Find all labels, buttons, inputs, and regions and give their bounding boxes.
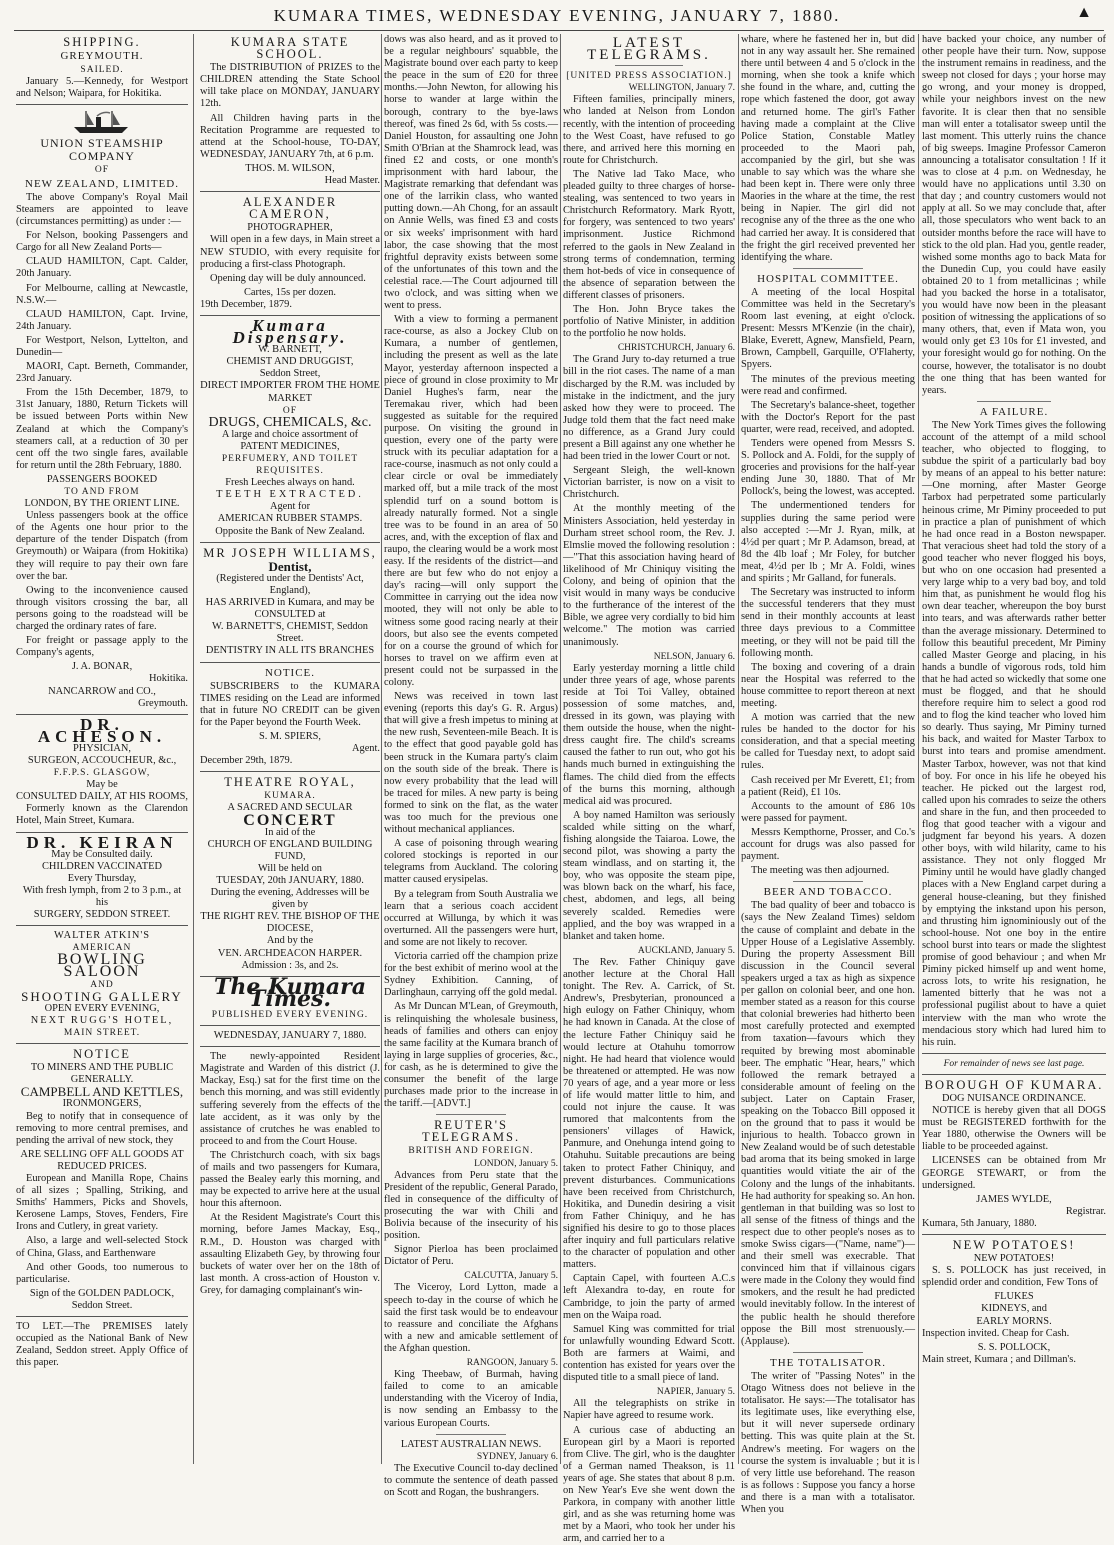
teeth-extracted: TEETH EXTRACTED. <box>200 489 380 501</box>
potatoes-text: S. S. POLLOCK has just received, in splendid order and condition, Few Tons of <box>922 1265 1106 1289</box>
dateline: RANGOON, January 5. <box>384 1357 558 1369</box>
dispensary-line: W. BARNETT, <box>200 344 380 356</box>
news-text: Early yesterday morning a little child under three years of age, whose parents reside at Toi Toi Valley, obtained possession of some matches, and, dressed in its gown, was playing with them outside the house, when the night-dress caught fire. The child's screams caused the father to run out, who got his hands much burned in extinguishing the flames. The child died from the effects of the burns this morning, although medical aid was procured. <box>563 663 735 808</box>
borough-text: LICENSES can be obtained from Mr GEORGE STEWART, or from the undersigned. <box>922 1155 1106 1191</box>
orient-line: LONDON, BY THE ORIENT LINE. <box>16 498 188 510</box>
keiran-heading: DR. KEIRAN <box>16 837 188 849</box>
theatre-line: KUMARA. <box>200 790 380 802</box>
williams-heading: MR JOSEPH WILLIAMS, <box>200 547 380 559</box>
news-text: Samuel King was committed for trial for unlawfully wounding Edward Scott. Both are farmers at Waimi, and contention has existed for years over the disputed title to a small piece of land. <box>563 1324 735 1384</box>
theatre-line: TUESDAY, 20th JANUARY, 1880. <box>200 875 380 887</box>
dateline: LONDON, January 5. <box>384 1158 558 1170</box>
dispensary-line: CHEMIST AND DRUGGIST, <box>200 356 380 368</box>
agent-place: Greymouth. <box>16 698 188 710</box>
divider <box>200 191 380 192</box>
news-text: King Theebaw, of Burmah, having failed to come to an amicable understanding with the Viceroy of India, is now sending an Embassy to the various European Courts. <box>384 1369 558 1429</box>
sailed-label: SAILED. <box>16 64 188 76</box>
borough-signature: JAMES WYLDE, <box>922 1194 1106 1206</box>
divider <box>200 1025 380 1026</box>
union-text: The above Company's Royal Mail Steamers are appointed to leave (circumstances permitting) as under :— <box>16 192 188 228</box>
editorial-text: At the Resident Magistrate's Court this morning, before James Mackay, Esq., R.M., D. Houston was charged with assaulting Elizabeth Gey, by throwing four buckets of water over her on the 18th of last month. A cross-action of Houston v. Grey, for damaging complainant's win- <box>200 1212 380 1297</box>
divider <box>200 542 380 543</box>
news-text: By a telegram from South Australia we learn that a serious coach accident occurred at Willunga, by which it was overturned. All the passengers were hurt, and some are not likely to recover. <box>384 889 558 949</box>
news-text: A case of poisoning through wearing colored stockings is reported in our telegrams from Auckland. The coloring matter caused erysipelas. <box>384 838 558 886</box>
notice-heading: NOTICE. <box>200 667 380 679</box>
dateline: NELSON, January 6. <box>563 651 735 663</box>
williams-line: DENTISTRY IN ALL ITS BRANCHES <box>200 645 380 657</box>
notice-line: TO MINERS AND THE PUBLIC GENERALLY. <box>16 1062 188 1086</box>
divider <box>436 1434 506 1435</box>
divider <box>793 268 863 269</box>
news-text: At the monthly meeting of the Ministers Association, held yesterday in Durham street school room, the Rev. J. Elmslie moved the following resolution :—"That this association having heard of likelihood of Mr Chiniquy visiting the Colony, and being of opinion that the visit would in many ways be conducive to the furtherance of the interest of the Bible, we agree very cordially to bid him welcome." The motion was carried unanimously. <box>563 503 735 648</box>
union-text: For Nelson, booking Passengers and Cargo for all New Zealand Ports— <box>16 230 188 254</box>
acheson-line: CONSULTED DAILY, AT HIS ROOMS, <box>16 791 188 803</box>
acheson-heading: DR. ACHESON. <box>16 719 188 743</box>
agent-name: NANCARROW and CO., <box>16 686 188 698</box>
dispensary-line: AMERICAN RUBBER STAMPS. <box>200 513 380 525</box>
masthead-rule <box>14 30 1104 31</box>
borough-sub: DOG NUISANCE ORDINANCE. <box>922 1093 1106 1105</box>
union-text: Owing to the inconvenience caused through visitors crossing the bar, all persons going to the roadstead will be charged the ordinary rates of fare. <box>16 585 188 633</box>
column-3 <box>384 34 558 1464</box>
news-text: Signor Pierloa has been proclaimed Dictator of Peru. <box>384 1244 558 1268</box>
potatoes-sub: NEW POTATOES! <box>922 1253 1106 1265</box>
cameron-heading: ALEXANDER CAMERON, <box>200 196 380 220</box>
borough-text: NOTICE is hereby given that all DOGS must be REGISTERED forthwith for the Year 1880, otherwise the Owners will be liable to be proceeded against. <box>922 1105 1106 1153</box>
acheson-line: Formerly known as the Clarendon Hotel, Main Street, Kumara. <box>16 803 188 827</box>
dateline: NAPIER, January 5. <box>563 1386 735 1398</box>
news-text: A boy named Hamilton was seriously scalded while sitting on the wharf, fishing alongside the Taiaroa. Lowe, the second pilot, was showing a party the steam windlass, and on starting it, the boy, who was opposite the steam pipe, was blown back on the wharf, his face, chest, abdomen, and legs, all being severely scalded. Remedies were applied, and the boy was wrapped in a blanket and taken home. <box>563 810 735 943</box>
shooting-heading: SHOOTING GALLERY <box>16 991 188 1003</box>
beer-heading: BEER AND TOBACCO. <box>741 886 915 898</box>
news-text: A curious case of abducting an European girl by a Maori is reported from Clive. The girl, who is the daughter of a German named Theakson, is 11 years of age. She states that about 8 p.m. on New Year's Eve she went down the Parkora, in company with another little girl, and as she was returning home was met by a Maori, who took her under his arm, and carried her to a <box>563 1425 735 1545</box>
theatre-line: During the evening, Addresses will be given by <box>200 887 380 911</box>
notice-text: SUBSCRIBERS to the KUMARA TIMES residing on the Lead are informed that in future NO CREDIT can be given for the Paper beyond the Fourth Week. <box>200 681 380 729</box>
column-divider <box>738 34 739 1464</box>
news-text: Advances from Peru state that the President of the republic, General Parado, fled in consequence of the difficulty of prosecuting the war with Chili and Bolivia because of the insecurity of his position. <box>384 1170 558 1243</box>
column-1 <box>16 34 188 1464</box>
reuters-heading: REUTER'S TELEGRAMS. <box>384 1119 558 1143</box>
totalisator-text: have backed your choice, any number of other people have their turn. Now, suppose the instrument remains in readiness, and the sweep not closed for days ; your horse may go wrong, and your money is dropped, while your neighbors invest on the new favorite. It is clear then that no sensible man will enter a totalisator sweep until the last moment. This utterly ruins the chance of big sweeps. Imagine Professor Cameron announcing a totalisator consultation ! If it was to close at 4 p.m. on Wednesday, he would have no applications until 3.30 on that day ; and country customers would not apply at all. So we may conclude that, after all, those speculators who went back to an outsider months before the race will have to stick to the old plan. Had you, gentle reader, wished some months ago to back Mata for the Dunedin Cup, you could have easily obtained 20 to 1 from metallicinas ; while had you backed the horse in a totalisator, you would have now been in the pleasant position of witnessing the applications of so many others, that, even if Mata won, you would only get £3 10s for £1 invested, and your foresight would go for nothing. On the course, however, the totalisator is no doubt the one thing that has been wanted for years. <box>922 34 1106 397</box>
dispensary-line: PERFUMERY, AND TOILET REQUISITES. <box>200 453 380 477</box>
walter-line: AMERICAN <box>16 942 188 954</box>
news-text: The Native lad Tako Mace, who pleaded guilty to three charges of horse-stealing, was sentenced to two years in Christchurch Reformatory. Mark Ryott, for forgery, was sentenced to two years' imprisonment. Justice Richmond referred to the gaols in New Zealand in strong terms of condemnation, terming them hot-beds of vice in consequence of the absence of separation between the different classes of prisoners. <box>563 169 735 302</box>
campbell-text: Beg to notify that in consequence of removing to more central premises, and pending the arrival of new stock, they <box>16 1111 188 1147</box>
union-text: For Westport, Nelson, Lyttelton, and Dunedin— <box>16 335 188 359</box>
keiran-line: Every Thursday, <box>16 873 188 885</box>
union-text: CLAUD HAMILTON, Capt. Calder, 20th January. <box>16 256 188 280</box>
news-text: News was received in town last evening (reports this day's G. R. Argus) that will give a fresh impetus to mining at the new rush, Seventeen-mile Beach. It is to the effect that good payable gold has been struck in the Kumara party's claim on the south side of the break. There is now every probability that the lead will be traced for miles. A new party is being formed to sink on the flat, as the water was too much for the previous one without mechanical appliances. <box>384 691 558 836</box>
news-text: Victoria carried off the champion prize for the best exhibit of merino wool at the Sydney Exhibition. Canning, of Darlinghaun, carrying off the gold medal. <box>384 951 558 999</box>
notice-heading: NOTICE <box>16 1048 188 1060</box>
masthead-title: KUMARA TIMES, WEDNESDAY EVENING, JANUARY 7, 1880. <box>274 6 841 25</box>
union-text: MAORI, Capt. Berneth, Commander, 23rd January. <box>16 361 188 385</box>
divider <box>615 65 684 66</box>
campbell-text: ARE SELLING OFF ALL GOODS AT REDUCED PRICES. <box>16 1149 188 1173</box>
dispensary-line: OF <box>200 405 380 417</box>
editorial-text: The Christchurch coach, with six bags of mails and two passengers for Kumara, passed the Bealey early this morning, and may be expected to arrive here at the usual hour this afternoon. <box>200 1150 380 1210</box>
hospital-text: Cash received per Mr Everett, £1; from a patient (Reid), £1 10s. <box>741 775 915 799</box>
williams-line: W. BARNETT'S, CHEMIST, Seddon Street. <box>200 621 380 645</box>
hospital-text: The undermentioned tenders for supplies during the same period were also accepted :—Mr J. Ryan, milk, at 4½d per quart ; Mr P. Adamson, bread, at 8d the 4lb loaf ; Mr Foley, for butcher meat, 4½d per lb ; Mr A. Foldi, wines and spirits ; Mr Galland, for funerals. <box>741 500 915 585</box>
column-divider <box>381 34 382 1464</box>
union-company-heading: UNION STEAMSHIP COMPANY <box>16 137 188 161</box>
school-signature: Head Master. <box>200 175 380 187</box>
divider <box>922 1234 1106 1235</box>
potatoes-variety: EARLY MORNS. <box>922 1316 1106 1328</box>
beer-text: The bad quality of beer and tobacco is (says the New Zealand Times) seldom the cause of complaint and debate in the Upper House of a Legislative Assembly. During the property Assessment Bill discussion in the Council several speakers urged a tax as high as sixpence per gallon on colonial beer, and one hon. member stated as a reason for this course that colonial breweries had hitherto been most carefully protected and exempted from taxation—favours which they requited by brewing most abominable beer. The emphatic "Hear, hears," which followed the remark betrayed a considerable amount of feeling on the subject. Later on Captain Fraser, speaking on the Tobacco Bill opposed it on the ground that to pass it would be injurious to health. Tobacco grown in New Zealand would be of such detestable bad aroma that its being smoked in large quantities would vitiate the air of the Colony and the lungs of the inhabitants. He had authority for speaking so. An hon. gentleman in that building was so lost to all sense of the fitness of things and the respect due to other people's noses as to smoke Swiss cigars—("Name, name")—and their smell was execrable. That convinced him that if villainous cigars were made in the Colony they would find smokers, and the result he had predicted would inevitably follow. In the interest of the public health he should therefore oppose the Bill most strenuously.—(Applause). <box>741 900 915 1347</box>
sailed-text: January 5.—Kennedy, for Westport and Nelson; Waipara, for Hokitika. <box>16 76 188 100</box>
campbell-heading: CAMPBELL AND KETTLES, <box>16 1086 188 1098</box>
telegrams-heading: LATEST TELEGRAMS. <box>563 37 735 61</box>
dispensary-line: DIRECT IMPORTER FROM THE HOME MARKET <box>200 380 380 404</box>
totalisator-heading: THE TOTALISATOR. <box>741 1357 915 1369</box>
keiran-line: SURGERY, SEDDON STREET. <box>16 909 188 921</box>
to-let-text: TO LET.—The PREMISES lately occupied as the National Bank of New Zealand, Seddon street. Apply Office of this paper. <box>16 1321 188 1369</box>
potatoes-heading: NEW POTATOES! <box>922 1239 1106 1251</box>
divider <box>16 104 188 105</box>
bowling-heading: BOWLING SALOON <box>16 954 188 978</box>
shipping-heading: SHIPPING. <box>16 36 188 48</box>
borough-signature: Registrar. <box>922 1206 1106 1218</box>
acheson-line: PHYSICIAN, <box>16 743 188 755</box>
news-text: Captain Capel, with fourteen A.C.s left Alexandra to-day, en route for Cambridge, to join the party of armed men on the Waipa road. <box>563 1273 735 1321</box>
campbell-text: Sign of the GOLDEN PADLOCK, Seddon Street. <box>16 1288 188 1312</box>
hospital-text: Accounts to the amount of £86 10s were passed for payment. <box>741 801 915 825</box>
keiran-line: May be Consulted daily. <box>16 849 188 861</box>
news-text: The Hon. John Bryce takes the portfolio of Native Minister, in addition to the portfolio he now holds. <box>563 304 735 340</box>
column-divider <box>560 34 561 1464</box>
school-signature: THOS. M. WILSON, <box>200 163 380 175</box>
dateline: AUCKLAND, January 5. <box>563 945 735 957</box>
acheson-line: F.F.P.S. GLASGOW, <box>16 767 188 779</box>
remainder-note: For remainder of news see last page. <box>922 1058 1106 1070</box>
hospital-text: The minutes of the previous meeting were read and confirmed. <box>741 374 915 398</box>
cameron-text: Opening day will be duly announced. <box>200 273 380 285</box>
hospital-text: Tenders were opened from Messrs S. S. Pollock and A. Foldi, for the supply of groceries and provisions for the half-year ending June 30, 1880. That of Mr Pollock's, being the lowest, was accepted. <box>741 438 915 498</box>
walter-line: WALTER ATKIN'S <box>16 930 188 942</box>
notice-signature: Agent. <box>200 743 380 755</box>
keiran-line: With fresh lymph, from 2 to 3 p.m., at his <box>16 885 188 909</box>
potatoes-variety: FLUKES <box>922 1291 1106 1303</box>
failure-heading: A FAILURE. <box>922 406 1106 418</box>
divider <box>977 401 1051 402</box>
british-foreign: BRITISH AND FOREIGN. <box>384 1145 558 1157</box>
dispensary-line: A large and choice assortment of <box>200 429 380 441</box>
news-text: The Grand Jury to-day returned a true bill in the riot cases. The name of a man discharged by the R.M. was included by mistake in the indictment, and the jury asked how they were to proceed. The Judge told them that the fact need make no difference, as a Grand Jury could present a Bill against any one whether he had been tried in the lower Court or not. <box>563 354 735 463</box>
dispensary-line: Agent for <box>200 501 380 513</box>
dateline: SYDNEY, January 6. <box>384 1451 558 1463</box>
walter-line: AND <box>16 979 188 991</box>
union-nz: NEW ZEALAND, LIMITED. <box>16 178 188 190</box>
borough-date: Kumara, 5th January, 1880. <box>922 1218 1106 1230</box>
theatre-line: A SACRED AND SECULAR <box>200 802 380 814</box>
potatoes-text: Inspection invited. Cheap for Cash. <box>922 1328 1106 1340</box>
column-6 <box>922 34 1106 1464</box>
divider <box>793 881 863 882</box>
theatre-line: And by the <box>200 935 380 947</box>
dateline: WELLINGTON, January 7. <box>563 82 735 94</box>
news-text: The Viceroy, Lord Lytton, made a speech to-day in the course of which he said the first task would be to endeavour to reassure and conciliate the Afghans with a new and amicable settlement of the Afghan question. <box>384 1282 558 1355</box>
news-text: dows was also heard, and as it proved to be a regular neighbours' squabble, the Magistrate bound over each party to keep the peace in the sum of £20 for three months.—John Newton, for allowing his horse to wander at large within the borough, contrary to the bye-laws thereof, was fined 2s 6d, with 5s costs.—Daniel Houston, for assaulting one John Smith O'Brian at the Shamrock lead, was fined £2 and costs, or one month's imprisonment with hard labour, the Magistrate remarking that defendant was one of the larrikin class, who wanted putting down.—Ah Chong, for an assault on Annie Wells, was fined £3 and costs or six weeks' imprisonment with hard labor, the case showing that the most frightful depravity exists between some of the unfortunates of this town and the celestial race.—The Court adjourned till two o'clock, and was sitting when we went to press. <box>384 34 558 312</box>
cameron-text: Cartes, 15s per dozen. <box>200 287 380 299</box>
union-text: CLAUD HAMILTON, Capt. Irvine, 24th January. <box>16 309 188 333</box>
column-divider <box>193 34 194 1464</box>
potatoes-signature: S. S. POLLOCK, <box>922 1342 1106 1354</box>
news-text: Fifteen families, principally miners, who landed at Nelson from London recently, with the intention of proceeding to the West Coast, have refused to go there, and arrived here this morning en route for Christchurch. <box>563 94 735 167</box>
column-4 <box>563 34 735 1464</box>
williams-line: HAS ARRIVED in Kumara, and may be CONSULTED at <box>200 597 380 621</box>
acheson-line: May be <box>16 779 188 791</box>
concert-heading: CONCERT <box>200 815 380 827</box>
divider <box>16 1043 188 1044</box>
hospital-text: The meeting was then adjourned. <box>741 865 915 877</box>
to-and-from: TO AND FROM <box>16 486 188 498</box>
cameron-text: Will open in a few days, in Main street a NEW STUDIO, with every requisite for producing a first-class Photograph. <box>200 234 380 270</box>
corner-mark: ▲ <box>1076 4 1094 22</box>
failure-text: The New York Times gives the following account of the attempt of a mild school teacher, who objected to flogging, to subdue the spirit of a particularly bad boy by means of an appeal to his better nature:—One morning, after Master George Tarbox had perpetrated some particularly heinous crime, Mr Piminy proceeded to put in practice a plan of punishment of which he had once read in a Boston newspaper. That veracious sheet had told the story of a good teacher who never flogged his boys, but who on one occasion had presented a very large whip to a very bad boy, and told him that, as punishment he would flog his own dear teacher, whereupon the boy burst into tears, and was afterwards rather better than the average missionary. Determined to follow this beautiful precedent, Mr Piminy called Master George and placing, in his hands a bundle of vigorous rods, told him that he had acted so wickedly that some one must be flogged, and that he should therefore require him to select a good rod and to flog the kind teacher who loved him so dearly. Thus saying, Mr Piminy turned his back, and waited for Master Tarbox to burst into tears and promise amendment. Master Tarbox, however, was not that kind of boy. For once in his life he obeyed his teacher. He picked out the largest rod, called upon his comrades to seize the others and share in the fun, and then proceeded to flog that good teacher with a vigour and judgment far beyond his years. A dozen other boys, with wild hilarity, came to his assistance. They not only flogged Mr Piminy until he would have gladly changed places with a New England carpet during a general house-cleaning, but they finished by emptying the inkstand upon his person, and thrusting him ignominiously out of the school-house. Not one boy in the entire school burst into tears or made the slightest promise of good behaviour ; and when Mr Piminy picked himself up and went home, across lots, to write his resignation, he lamented bitterly that he was not a professional pugilist about to have a quiet interview with the man who wrote the mendacious story which had lured him to his ruin. <box>922 420 1106 1049</box>
notice-signature: S. M. SPIERS, <box>200 731 380 743</box>
union-of: OF <box>16 164 188 176</box>
school-text: All Children having parts in the Recitation Programme are requested to attend at the School-house, TO-DAY, WEDNESDAY, JANUARY 7th, at 6 p.m. <box>200 113 380 161</box>
keiran-line: CHILDREN VACCINATED <box>16 861 188 873</box>
agent-place: Hokitika. <box>16 673 188 685</box>
hospital-text: A meeting of the local Hospital Committee was held in the Secretary's Room last evening, at eight o'clock. Present: Messrs M'Kenzie (in the chair), Blake, Everett, Agnew, Mansfield, Pearn, Brown, Campbell, Garquille, O'Flaherty, Spyers. <box>741 287 915 372</box>
union-text: Unless passengers book at the office of the Agents one hour prior to the departure of the tender Dispatch (from Greymouth) or Waipara (from Hokitika) they will require to pay their own fare over the bar. <box>16 510 188 583</box>
campbell-text: European and Manilla Rope, Chains of all sizes ; Spalling, Striking, and Smiths' Hammers, Picks and Shovels, Kerosene Lamps, Stoves, Fenders, Fire Irons and Cutlery, in great variety. <box>16 1173 188 1233</box>
dispensary-line: Seddon Street, <box>200 368 380 380</box>
acheson-line: SURGEON, ACCOUCHEUR, &c., <box>16 755 188 767</box>
campbell-text: And other Goods, too numerous to particularise. <box>16 1262 188 1286</box>
news-text: whare, where he fastened her in, but did not in any way assault her. She remained there until between 4 and 5 o'clock in the morning, when she took a knife which she found in the whare, and, cutting the rope which fastened the door, got away and returned home. The girl's Father having made a complaint at the Clive Police Station, Constable Matley proceeded to the Maori pah, accompanied by the girl, but she was unable to say which was the whare she had been kept in. There were only three Maories in the whare at the time, the rest being in Napier. The girl did not recognise any of the three as the one who had carried her away. It is considered that the fright the girl received prevented her identifying the whare. <box>741 34 915 264</box>
steamship-icon <box>70 109 134 135</box>
williams-line: Dentist, <box>200 561 380 573</box>
potatoes-variety: KIDNEYS, and <box>922 1303 1106 1315</box>
dispensary-drugs: DRUGS, CHEMICALS, &c. <box>200 417 380 429</box>
hospital-text: The boxing and covering of a drain near the Hospital was referred to the house committee to report thereon at next meeting. <box>741 662 915 710</box>
school-text: The DISTRIBUTION of PRIZES to the CHILDREN attending the State School will take place on MONDAY, JANUARY 12th. <box>200 62 380 110</box>
paper-title: The Kumara Times. <box>200 981 380 1005</box>
dispensary-line: Opposite the Bank of New Zealand. <box>200 526 380 538</box>
paper-date: WEDNESDAY, JANUARY 7, 1880. <box>200 1030 380 1042</box>
walter-line: NEXT RUGG'S HOTEL, <box>16 1015 188 1027</box>
hospital-text: The Secretary's balance-sheet, together with the Doctor's Report for the past quarter, were read, received, and adopted. <box>741 400 915 436</box>
williams-line: (Registered under the Dentists' Act, England), <box>200 573 380 597</box>
cameron-date: 19th December, 1879. <box>200 299 380 311</box>
australian-heading: LATEST AUSTRALIAN NEWS. <box>384 1439 558 1451</box>
column-divider <box>918 34 919 1464</box>
union-text: From the 15th December, 1879, to 31st January, 1880, Return Tickets will be issued between Ports within New Zealand at which the Company's steamers call, at a reduction of 30 per cent off the two single fares, available for return until the 28th February, 1880. <box>16 387 188 472</box>
dateline: CHRISTCHURCH, January 6. <box>563 342 735 354</box>
divider <box>200 662 380 663</box>
divider <box>200 1046 380 1047</box>
union-text: For Melbourne, calling at Newcastle, N.S.W.— <box>16 283 188 307</box>
news-text: The Rev. Father Chiniquy gave another lecture at the Choral Hall tonight. The Rev. A. Carrick, of St. Andrew's, Presbyterian, pronounced a high eulogy on Father Chiniquy, whom he had known in Canada. At the close of the lecture Father Chiniquy said he would lecture at Otahuhu tomorrow night. He had heard that violence would be threatened or attempted. He was now 70 years of age, and a year more or less of life would matter little to him, and could not injure the cause. It was rumored that malcontents from the pensioners' villages of Hawick, Panmure, and Onehunga intend going to Otahuhu. Suitable precautions are being taken to protect Father Chiniquy, and prevent disturbances. Communications have been received from Christchurch, Hokitika, and Dunedin desiring a visit from Father Chiniquy, and he has signified his desire to go to those places after inquiry and full particulars relative to the character of population and other matters. <box>563 957 735 1271</box>
school-heading: KUMARA STATE SCHOOL. <box>200 36 380 60</box>
column-2 <box>200 34 380 1464</box>
agent-name: J. A. BONAR, <box>16 661 188 673</box>
campbell-text: Also, a large and well-selected Stock of China, Glass, and Earthenware <box>16 1235 188 1259</box>
union-text: For freight or passage apply to the Company's agents, <box>16 635 188 659</box>
column-5 <box>741 34 915 1464</box>
divider <box>793 1352 863 1353</box>
hospital-text: A motion was carried that the new rules be handed to the doctor for his consideration, and that a special meeting be called for Tuesday next, to adopt said rules. <box>741 712 915 772</box>
news-text: As Mr Duncan M'Lean, of Greymouth, is relinquishing the wholesale business, heads of families and others can enjoy the same facility at the Kumara branch of laying in large supplies of groceries, &c., for cash, as he is determined to give the consumer the benefit of the large purchases made prior to the increase in the tariff.—[ADVT.] <box>384 1001 558 1110</box>
theatre-heading: THEATRE ROYAL, <box>200 776 380 788</box>
dispensary-line: Fresh Leeches always on hand. <box>200 477 380 489</box>
paper-sub: PUBLISHED EVERY EVENING. <box>200 1009 380 1021</box>
cameron-sub: PHOTOGRAPHER, <box>200 222 380 234</box>
divider <box>200 771 380 772</box>
theatre-line: THE RIGHT REV. THE BISHOP OF THE DIOCESE, <box>200 911 380 935</box>
dispensary-line: PATENT MEDICINES, <box>200 441 380 453</box>
divider <box>16 925 188 926</box>
borough-heading: BOROUGH OF KUMARA. <box>922 1079 1106 1091</box>
totalisator-text: The writer of "Passing Notes" in the Otago Witness does not believe in the totalisator. He says:—The totalisator has its legitimate uses, like everything else, but it will never supersede ordinary betting. This was quite plain at the St. Andrew's meeting. For wagers on the course the system is invaluable ; but it is of very little use beforehand. The reason is as follows : Suppose you fancy a horse and there is a man with a totalisator. When you <box>741 1371 915 1516</box>
campbell-sub: IRONMONGERS, <box>16 1098 188 1110</box>
masthead <box>0 6 1114 26</box>
walter-line: MAIN STREET. <box>16 1027 188 1039</box>
divider <box>922 1074 1106 1075</box>
potatoes-signature: Main street, Kumara ; and Dillman's. <box>922 1354 1106 1366</box>
dateline: CALCUTTA, January 5. <box>384 1270 558 1282</box>
news-text: With a view to forming a permanent race-course, as also a Jockey Club on Kumara, a number of gentlemen, including the present as well as the late Mayor, yesterday afternoon inspected a piece of ground in close proximity to Mr Daniel Hughes's farm, near the Teremakau river, which had been suggested as suitable for the required purpose. On visiting the ground in question, every one of the party were struck with its peculiar adaptation for a race-course, inasmuch as not only could a clear circle or oval be immediately marked off, but a mile track of the most splendid turf on a sound bottom is already naturally formed. Not a single tree was to be found in an area of 50 acres, and, with the exception of flax and raupo, the clearing would be a work most easy. If the residents of the district—and there are but few who do not enjoy a day's racing—will only support the Committee in carrying out the idea now mooted, they will not only be able to witness some good racing nearly at their doors, but also see the events competed for on a course the ground of which for horses to travel on we affirm even at present could not be surpassed in the colony. <box>384 314 558 689</box>
theatre-line: VEN. ARCHDEACON HARPER. <box>200 948 380 960</box>
theatre-line: Will be held on <box>200 863 380 875</box>
editorial-text: The newly-appointed Resident Magistrate and Warden of this district (J. Mackay, Esq.) sat for the first time on the bench this morning, and was still evidently suffering severely from the effects of the late accident, as it was only by the assistance of crutches he was enabled to proceed to and from the Court House. <box>200 1051 380 1148</box>
dispensary-heading: Kumara Dispensary. <box>200 320 380 344</box>
divider <box>436 1114 506 1115</box>
news-text: The Executive Council to-day declined to commute the sentence of death passed on Scott and Rogan, the bushrangers. <box>384 1463 558 1499</box>
theatre-line: Admission : 3s, and 2s. <box>200 960 380 972</box>
divider <box>922 1053 1106 1054</box>
news-text: All the telegraphists on strike in Napier have agreed to resume work. <box>563 1398 735 1422</box>
theatre-line: In aid of the <box>200 827 380 839</box>
notice-date: December 29th, 1879. <box>200 755 380 767</box>
press-association: [UNITED PRESS ASSOCIATION.] <box>563 70 735 82</box>
divider <box>16 1316 188 1317</box>
hospital-text: Messrs Kempthorne, Prosser, and Co.'s account for drugs was also passed for payment. <box>741 827 915 863</box>
news-text: Sergeant Sleigh, the well-known Victorian barrister, is now on a visit to Christchurch. <box>563 465 735 501</box>
hospital-heading: HOSPITAL COMMITTEE. <box>741 273 915 285</box>
greymouth-heading: GREYMOUTH. <box>16 50 188 62</box>
hospital-text: The Secretary was instructed to inform the successful tenderers that they must send in their monthly accounts at least three days previous to a Committee meeting, or they will not be paid till the following month. <box>741 587 915 660</box>
theatre-line: CHURCH OF ENGLAND BUILDING FUND, <box>200 839 380 863</box>
passengers-booked: PASSENGERS BOOKED <box>16 474 188 486</box>
walter-line: OPEN EVERY EVENING, <box>16 1003 188 1015</box>
